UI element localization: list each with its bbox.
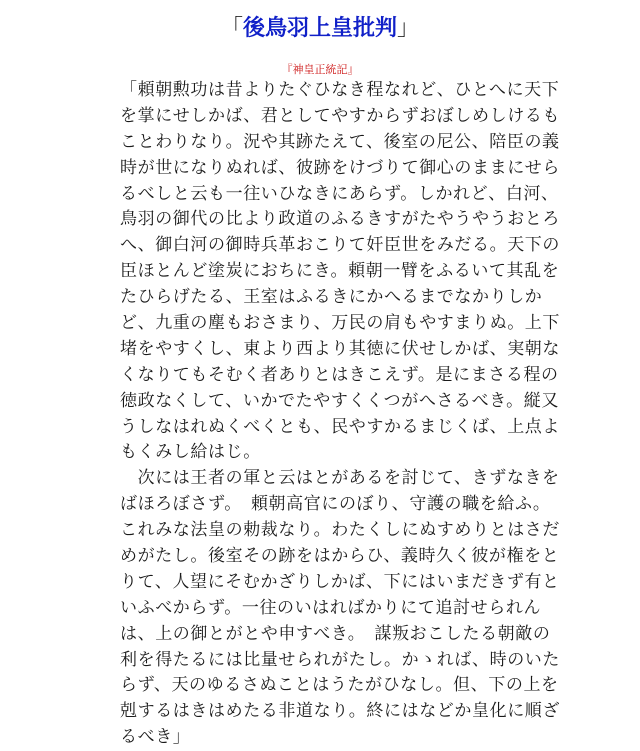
text-line: るべしと云も一往いひなきにあらず。しかれど、白河、: [120, 183, 559, 204]
text-line: は、上の御とがとや申すべき。 謀叛おこしたる朝敵の: [120, 623, 551, 644]
text-line: 臣ほとんど塗炭におちにき。頼朝一臂をふるいて其乱を: [120, 261, 560, 282]
source-citation: 『神皇正統記』: [281, 63, 359, 76]
text-line: これみな法皇の勅裁なり。わたくしにぬすめりとはさだ: [120, 520, 560, 541]
title-close-bracket: 」: [397, 16, 420, 41]
text-line: ことわりなり。況や其跡たえて、後室の尼公、陪臣の義: [120, 131, 560, 152]
text-line: ばほろぼさず。 頼朝高官にのぼり、守護の職を給ふ。: [120, 494, 551, 515]
text-line: 鳥羽の御代の比より政道のふるきすがたやうやうおとろ: [120, 209, 560, 230]
body-text: [120, 78, 560, 751]
page-title: [0, 14, 640, 43]
text-line: ど、九重の塵もおさまり、万民の肩もやすまりぬ。上下: [120, 313, 560, 334]
text-line: 徳政なくして、いかでたやすくくつがへさるべき。縦又: [120, 390, 559, 411]
text-line: りて、人望にそむかざりしかば、下にはいまだきず有と: [120, 571, 560, 592]
text-line: 時が世になりぬれば、彼跡をけづりて御心のままにせら: [120, 157, 560, 178]
text-line: 利を得たるには比量せられがたし。かゝれば、時のいた: [120, 649, 560, 670]
text-line: たひらげたる、王室はふるきにかへるまでなかりしか: [120, 287, 543, 308]
text-line: を掌にせしかば、君としてやすからずおぼしめしけるも: [120, 105, 560, 126]
text-line: くなりてもそむく者ありとはきこえず。是にまさる程の: [120, 364, 559, 385]
text-line: 「頼朝勲功は昔よりたぐひなき程なれど、ひとへに天下: [120, 80, 560, 100]
text-line: らず、天のゆるさぬことはうたがひなし。但、下の上を: [120, 675, 559, 696]
text-line: めがたし。後室その跡をはからひ、義時久く彼が権をと: [120, 546, 560, 567]
text-line: 剋するはきはめたる非道なり。終にはなどか皇化に順ざ: [120, 701, 560, 722]
title-text: 後鳥羽上皇批判: [242, 15, 397, 41]
text-line: 次には王者の軍と云はとがあるを討じて、きずなきを: [120, 468, 560, 489]
text-line: るべき」: [120, 727, 191, 748]
text-line: いふべからず。一往のいはればかりにて追討せられん: [120, 597, 542, 618]
text-line: 堵をやすくし、東より西より其徳に伏せしかば、実朝な: [120, 338, 560, 359]
title-open-bracket: 「: [220, 16, 243, 41]
text-line: もくみし給はじ。: [120, 442, 261, 463]
text-line: うしなはれぬくべくとも、民やすかるまじくば、上点よ: [120, 416, 560, 437]
text-line: へ、御白河の御時兵革おこりて奸臣世をみだる。天下の: [120, 235, 560, 256]
